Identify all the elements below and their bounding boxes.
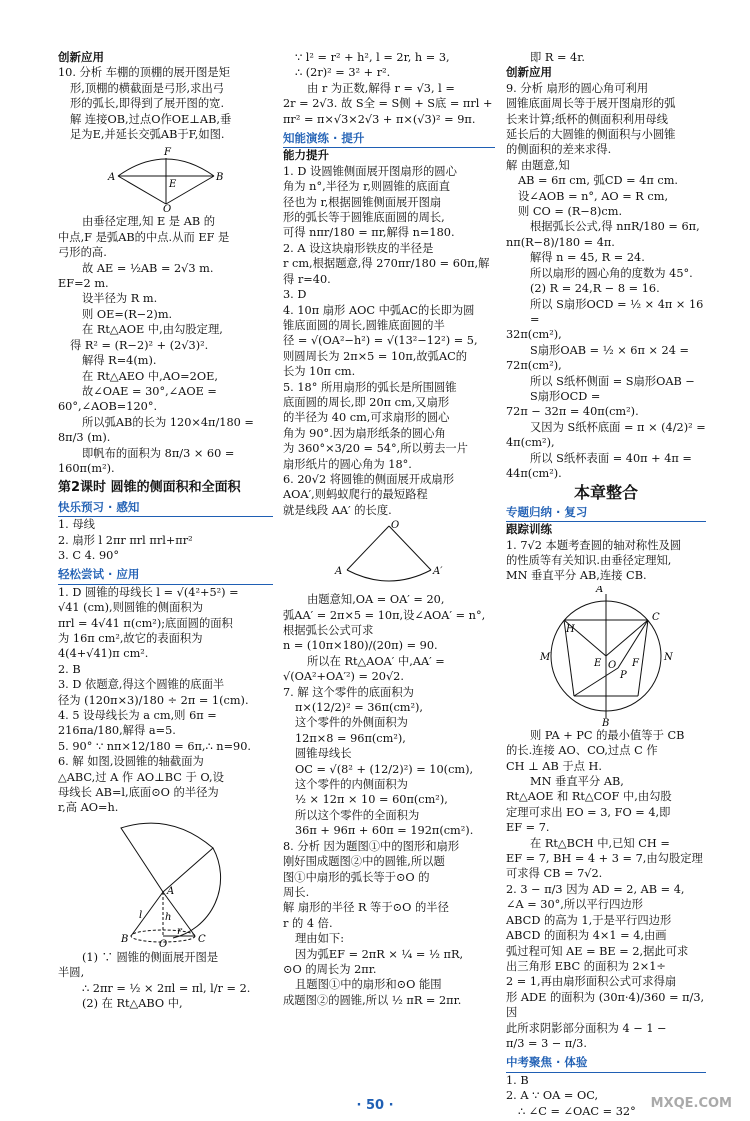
text-line: 所以弧AB的长为 120×4π/180 = bbox=[82, 415, 254, 429]
text-line: 半圆, bbox=[58, 966, 85, 980]
text-line: 12π×8 = 96π(cm²), bbox=[295, 731, 406, 745]
text-line: 3. D 依题意,得这个圆锥的底面半 bbox=[58, 678, 225, 692]
text-line: πr² = π×√3×2√3 + π×(√3)² = 9π. bbox=[283, 112, 476, 126]
label-M: M bbox=[540, 651, 551, 663]
text-line: r,高 AO=h. bbox=[58, 801, 119, 815]
heading-innovation-2: 创新应用 bbox=[506, 65, 552, 80]
text-line: 又因为 S纸杯底面 = π × (4/2)² = bbox=[530, 420, 706, 434]
text-line: 7. 解 这个零件的底面积为 bbox=[283, 685, 414, 699]
text-line: 则 CO = (R−8)cm. bbox=[518, 205, 623, 219]
text-line: EF=2 m. bbox=[58, 277, 109, 291]
text-line: 此所求阴影部分面积为 4 − 1 − bbox=[506, 1021, 667, 1035]
text-line: r cm,根据题意,得 270πr/180 = 60π,解 bbox=[283, 257, 490, 271]
text-line: 10. 分析 车棚的顶棚的展开图是矩 bbox=[58, 66, 231, 80]
text-line: 160π(m²). bbox=[58, 461, 115, 475]
text-line: 的长.连接 AO、CO,过点 C 作 bbox=[506, 744, 658, 758]
text-line: 由题意知,OA = OA′ = 20, bbox=[307, 593, 445, 607]
ability-answers bbox=[283, 164, 495, 518]
text-line: 3. C 4. 90° bbox=[58, 548, 119, 562]
label-O: O bbox=[158, 938, 167, 948]
text-line: Rt△AOE 和 Rt△COF 中,由勾股 bbox=[506, 790, 672, 804]
text-line: 足为E,并延长交弧AB于F,如图. bbox=[70, 128, 225, 142]
heading-ability: 能力提升 bbox=[283, 148, 329, 163]
text-line: 2r = 2√3. 故 S全 = S侧 + S底 = πrl + bbox=[283, 97, 493, 111]
text-line: (1) ∵ 圆锥的侧面展开图是 bbox=[82, 950, 219, 964]
text-line: 1. 母线 bbox=[58, 518, 95, 532]
text-line: 1. 7√2 本题考查圆的轴对称性及圆 bbox=[506, 538, 682, 552]
text-line: ABCD 的面积为 4×1 = 4,由画 bbox=[506, 929, 667, 943]
label-O: O bbox=[391, 520, 400, 532]
text-line: 4. 10π 扇形 AOC 中弧AC的长即为圆 bbox=[283, 303, 475, 317]
label-h: h bbox=[164, 911, 171, 923]
label-E: E bbox=[594, 657, 602, 669]
label-l: l bbox=[138, 909, 142, 921]
text-line: 得 R² = (R−2)² + (2√3)². bbox=[70, 338, 209, 352]
text-line: MN 垂直平分 AB,连接 CB. bbox=[506, 569, 647, 583]
label-A: A bbox=[596, 585, 604, 595]
text-line: 这个零件的外侧面积为 bbox=[295, 716, 408, 730]
text-line: 44π(cm²). bbox=[506, 466, 562, 480]
label-A: A bbox=[166, 885, 174, 897]
text-line: nπ(R−8)/180 = 4π. bbox=[506, 235, 615, 249]
q10-analysis bbox=[58, 65, 273, 142]
text-line: 刚好围成题图②中的圆锥,所以题 bbox=[283, 855, 445, 869]
text-line: 32π(cm²), bbox=[506, 328, 562, 342]
text-line: πrl = 4√41 π(cm²);底面圆的面积 bbox=[58, 616, 233, 630]
text-line: π×(12/2)² = 36π(cm²), bbox=[295, 701, 424, 715]
text-line: 2. 扇形 l 2πr πrl πrl+πr² bbox=[58, 533, 193, 547]
text-line: 8π/3 (m). bbox=[58, 431, 111, 445]
text-line: 由垂径定理,知 E 是 AB 的 bbox=[82, 215, 216, 229]
text-line: 1. D 圆锥的母线长 l = √(4²+5²) = bbox=[58, 585, 239, 599]
q6-solution bbox=[58, 950, 273, 1012]
text-line: 设半径为 R m. bbox=[82, 292, 158, 306]
text-line: 4. 5 设母线长为 a cm,则 6π = bbox=[58, 709, 217, 723]
text-line: 则 PA + PC 的最小值等于 CB bbox=[530, 728, 685, 742]
text-line: 径也为 r,根据圆锥侧面展开图扇 bbox=[283, 195, 442, 209]
text-line: 的半径为 40 cm,可求扇形的圆心 bbox=[283, 411, 450, 425]
label-A-prime: A′ bbox=[433, 566, 443, 578]
text-line: 得 r=40. bbox=[283, 272, 331, 286]
text-line: 则 OE=(R−2)m. bbox=[82, 307, 173, 321]
text-line: 72π − 32π = 40π(cm²). bbox=[506, 405, 639, 419]
label-H: H bbox=[566, 623, 575, 635]
text-line: EF = 7. bbox=[506, 821, 550, 835]
circle-figure bbox=[536, 586, 676, 726]
text-line: 所以 S纸杯表面 = 40π + 4π = bbox=[530, 451, 692, 465]
text-line: 母线长 AB=l,底面⊙O 的半径为 bbox=[58, 786, 219, 800]
text-line: CH ⊥ AB 于点 H. bbox=[506, 759, 602, 773]
try-answers bbox=[58, 585, 273, 816]
text-line: 径为 (120π×3)/180 ÷ 2π = 1(cm). bbox=[58, 693, 249, 707]
text-line: 形的弧长等于圆锥底面圆的周长, bbox=[283, 211, 445, 225]
text-line: 就是线段 AA′ 的长度. bbox=[283, 503, 392, 517]
text-line: 根据弧长公式,得 nπR/180 = 6π, bbox=[530, 220, 700, 234]
text-line: 图①中扇形的弧长等于⊙O 的 bbox=[283, 870, 430, 884]
text-line: 周长. bbox=[283, 885, 310, 899]
text-line: 径 = √(OA²−h²) = √(13²−12²) = 5, bbox=[283, 334, 478, 348]
column-1 bbox=[58, 50, 273, 1012]
text-line: 解 扇形的半径 R 等于⊙O 的半径 bbox=[283, 901, 449, 915]
label-P: P bbox=[620, 669, 627, 681]
text-line: 解 连接OB,过点O作OE⊥AB,垂 bbox=[70, 112, 232, 126]
text-line: 8. 分析 因为题图①中的图形和扇形 bbox=[283, 839, 460, 853]
text-line: 1. D 设圆锥侧面展开图扇形的圆心 bbox=[283, 164, 457, 178]
text-line: 可得 nπr/180 = πr,解得 n=180. bbox=[283, 226, 455, 240]
arc-figure bbox=[106, 144, 226, 212]
text-line: 故 AE = ½AB = 2√3 m. bbox=[82, 261, 214, 275]
heading-exam: 中考聚焦 · 体验 bbox=[506, 1055, 706, 1072]
text-line: 因为弧EF = 2πR × ¼ = ½ πR, bbox=[295, 947, 464, 961]
text-line: (2) R = 24,R − 8 = 16. bbox=[530, 282, 660, 296]
text-line: π/3 = 3 − π/3. bbox=[506, 1036, 587, 1050]
text-line: 的性质等有关知识.由垂径定理知, bbox=[506, 554, 672, 567]
text-line: 即帆布的面积为 8π/3 × 60 = bbox=[82, 446, 235, 460]
heading-practice: 知能演练 · 提升 bbox=[283, 131, 495, 148]
text-line: ∵ l² = r² + h², l = 2r, h = 3, bbox=[295, 51, 450, 64]
label-F: F bbox=[632, 657, 639, 669]
column-2 bbox=[283, 50, 495, 1008]
text-line: 9. 分析 扇形的圆心角可利用 bbox=[506, 81, 649, 95]
text-line: 长来计算;纸杯的侧面积利用母线 bbox=[506, 112, 668, 126]
text-line: ∠A = 30°,所以平行四边形 bbox=[506, 898, 643, 912]
text-line: 4π(cm²), bbox=[506, 436, 555, 450]
text-line: 5. 18° 所用扇形的弧长是所围圆锥 bbox=[283, 380, 457, 394]
text-line: 出三角形 EBC 的面积为 2×1÷ bbox=[506, 959, 666, 973]
text-line: 60°,∠AOB=120°. bbox=[58, 400, 158, 414]
text-line: AB = 6π cm, 弧CD = 4π cm. bbox=[518, 174, 679, 188]
heading-tracking: 跟踪训练 bbox=[506, 522, 552, 537]
text-line: √(OA²+OA′²) = 20√2. bbox=[283, 670, 404, 684]
text-line: 理由如下: bbox=[295, 932, 344, 946]
text-line: 5. 90° ∵ nπ×12/180 = 6π,∴ n=90. bbox=[58, 739, 252, 753]
text-line: 底面圆的周长,即 20π cm,又扇形 bbox=[283, 395, 450, 409]
label-E: E bbox=[168, 179, 176, 191]
text-line: 3. D bbox=[283, 288, 307, 302]
text-line: 根据弧长公式可求 bbox=[283, 624, 374, 637]
chapter-title: 本章整合 bbox=[573, 483, 638, 503]
text-line: 弓形的高. bbox=[58, 246, 107, 260]
text-line: 在 Rt△BCH 中,已知 CH = bbox=[530, 836, 670, 850]
text-line: ⊙O 的周长为 2πr. bbox=[283, 962, 377, 976]
text-line: 为 360°×3/20 = 54°,所以剪去一片 bbox=[283, 442, 468, 456]
q9-solution bbox=[506, 81, 706, 482]
text-line: 所以 S扇形OCD = ½ × 4π × 16 = bbox=[530, 297, 704, 326]
text-line: 所以在 Rt△AOA′ 中,AA′ = bbox=[307, 654, 445, 668]
text-line: 为 16π cm²,故它的表面积为 bbox=[58, 632, 203, 645]
text-line: 这个零件的内侧面积为 bbox=[295, 778, 408, 792]
text-line: 弧AA′ = 2π×5 = 10π,设∠AOA′ = n°, bbox=[283, 608, 486, 622]
text-line: 解得 n = 45, R = 24. bbox=[530, 251, 645, 265]
text-line: 2. B bbox=[58, 662, 81, 676]
text-line: EF = 7, BH = 4 + 3 = 7,由勾股定理 bbox=[506, 852, 703, 866]
page-number: · 50 · bbox=[356, 1098, 394, 1113]
text-line: 由 r 为正数,解得 r = √3, l = bbox=[307, 81, 455, 95]
label-A: A bbox=[335, 566, 343, 578]
text-line: 角为 90°.因为扇形纸条的圆心角 bbox=[283, 426, 446, 440]
text-line: 形 ADE 的面积为 (30π·4)/360 = π/3,因 bbox=[506, 990, 705, 1020]
heading-summary: 专题归纳 · 复习 bbox=[506, 505, 706, 522]
text-line: 可求得 CB = 7√2. bbox=[506, 867, 603, 881]
tracking-answers bbox=[506, 728, 706, 1052]
text-line: 设∠AOB = n°, AO = R cm, bbox=[518, 189, 669, 203]
text-line: ∴ 2πr = ½ × 2πl = πl, l/r = 2. bbox=[82, 981, 251, 995]
q10-solution bbox=[58, 214, 273, 476]
text-line: 中点,F 是弧AB的中点.从而 EF 是 bbox=[58, 230, 230, 244]
text-line: MN 垂直平分 AB, bbox=[530, 775, 624, 789]
text-line: 解 由题意,知 bbox=[506, 158, 570, 172]
text-line: 36π + 96π + 60π = 192π(cm²). bbox=[295, 824, 474, 838]
text-line: r 的 4 倍. bbox=[283, 916, 333, 930]
text-line: 定理可求出 EO = 3, FO = 4,即 bbox=[506, 805, 671, 819]
text-line: 的侧面积的差来求得. bbox=[506, 143, 612, 157]
text-line: 形,顶棚的横截面是弓形,求出弓 bbox=[70, 81, 225, 95]
text-line: 且题图①中的扇形和⊙O 能围 bbox=[295, 978, 442, 992]
lesson-title: 第2课时 圆锥的侧面积和全面积 bbox=[58, 480, 241, 496]
text-line: 长为 10π cm. bbox=[283, 365, 356, 379]
watermark: MXQE.COM bbox=[650, 1096, 732, 1111]
label-B: B bbox=[602, 717, 610, 726]
text-line: ½ × 12π × 10 = 60π(cm²), bbox=[295, 793, 448, 807]
heading-preview: 快乐预习 · 感知 bbox=[58, 500, 273, 517]
heading-innovation: 创新应用 bbox=[58, 50, 104, 64]
label-N: N bbox=[664, 651, 673, 663]
text-line: 延长后的大圆锥的侧面积与小圆锥 bbox=[506, 128, 676, 142]
heading-try: 轻松尝试 · 应用 bbox=[58, 567, 273, 584]
text-line: △ABC,过 A 作 AO⊥BC 于 O,设 bbox=[58, 770, 224, 784]
text-line: 1. B bbox=[506, 1073, 529, 1087]
text-line: 2 = 1,再由扇形面积公式可求得扇 bbox=[506, 975, 677, 989]
text-line: 在 Rt△AOE 中,由勾股定理, bbox=[82, 323, 223, 337]
label-A: A bbox=[107, 172, 115, 184]
label-r: r bbox=[176, 925, 182, 937]
text-line: 所以 S纸杯侧面 = S扇形OAB − S扇形OCD = bbox=[530, 374, 695, 403]
column-3 bbox=[506, 50, 706, 1119]
text-line: 圆锥母线长 bbox=[295, 747, 352, 761]
text-line: 4(4+√41)π cm². bbox=[58, 647, 149, 661]
label-O: O bbox=[608, 659, 617, 671]
cone-figure bbox=[101, 818, 231, 948]
text-line: 故∠OAE = 30°,∠AOE = bbox=[82, 384, 217, 398]
text-line: 6. 20√2 将圆锥的侧面展开成扇形 bbox=[283, 472, 454, 486]
q6-7-8-solution bbox=[283, 592, 495, 1008]
text-line: 2. 3 − π/3 因为 AD = 2, AB = 4, bbox=[506, 882, 685, 896]
label-B: B bbox=[215, 172, 223, 184]
sector-figure bbox=[329, 520, 449, 590]
text-line: 216πa/180,解得 a=5. bbox=[58, 724, 176, 738]
text-line: OC = √(8² + (12/2)²) = 10(cm), bbox=[295, 762, 474, 776]
label-C: C bbox=[652, 611, 660, 623]
text-line: 解得 R=4(m). bbox=[82, 354, 157, 368]
text-line: 角为 n°,半径为 r,则圆锥的底面直 bbox=[283, 180, 451, 194]
text-line: 圆锥底面周长等于展开图扇形的弧 bbox=[506, 97, 676, 111]
label-O: O bbox=[162, 204, 171, 213]
text-line: 即 R = 4r. bbox=[530, 51, 585, 64]
text-line: 所以扇形的圆心角的度数为 45°. bbox=[530, 266, 693, 280]
text-line: S扇形OAB = ½ × 6π × 24 = bbox=[530, 343, 689, 357]
text-line: 72π(cm²), bbox=[506, 359, 562, 373]
text-line: ABCD 的高为 1,于是平行四边形 bbox=[506, 913, 672, 927]
text-line: 6. 解 如图,设圆锥的轴截面为 bbox=[58, 755, 204, 769]
text-line: 形的弧长,即得到了展开图的宽. bbox=[70, 97, 225, 111]
text-line: 成题图②的圆锥,所以 ½ πR = 2πr. bbox=[283, 993, 462, 1007]
text-line: ∴ (2r)² = 3² + r². bbox=[295, 66, 391, 80]
label-C: C bbox=[197, 933, 206, 945]
label-B: B bbox=[120, 933, 128, 945]
text-line: (2) 在 Rt△ABO 中, bbox=[82, 997, 183, 1011]
text-line: AOA′,则蚂蚁爬行的最短路程 bbox=[283, 488, 428, 502]
text-line: 扇形纸片的圆心角为 18°. bbox=[283, 457, 412, 471]
text-line: 锥底面圆的周长,圆锥底面圆的半 bbox=[283, 318, 445, 332]
label-F: F bbox=[163, 147, 171, 159]
text-line: 弧过程可知 AE = BE = 2,据此可求 bbox=[506, 944, 689, 958]
text-line: √41 (cm),则圆锥的侧面积为 bbox=[58, 601, 203, 615]
text-line: 所以这个零件的全面积为 bbox=[295, 808, 420, 822]
text-line: 则圆周长为 2π×5 = 10π,故弧AC的 bbox=[283, 349, 468, 363]
text-line: 在 Rt△AEO 中,AO=2OE, bbox=[82, 369, 218, 383]
text-line: ∴ ∠C = ∠OAC = 32° bbox=[518, 1104, 636, 1118]
text-line: 2. A ∵ OA = OC, bbox=[506, 1089, 599, 1103]
text-line: n = (10π×180)/(20π) = 90. bbox=[283, 639, 438, 653]
text-line: 2. A 设这块扇形铁皮的半径是 bbox=[283, 241, 434, 255]
